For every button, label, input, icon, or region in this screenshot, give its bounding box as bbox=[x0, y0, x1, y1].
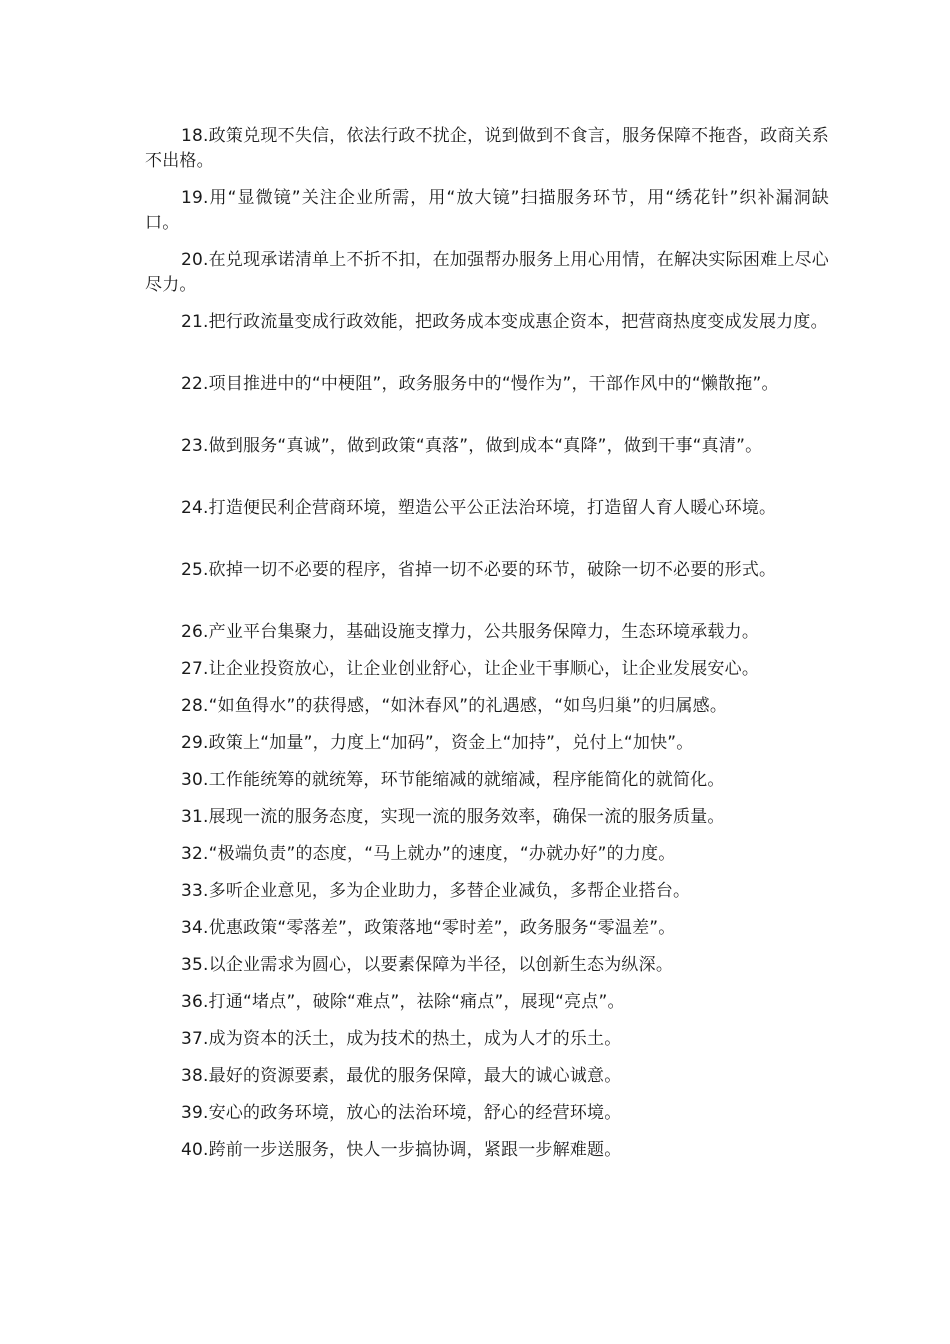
list-item: 32.“极端负责”的态度，“马上就办”的速度，“办就办好”的力度。 bbox=[181, 844, 676, 864]
list-item: 18.政策兑现不失信，依法行政不扰企，说到做到不食言，服务保障不拖沓，政商关系不出格。 bbox=[145, 126, 829, 171]
list-item: 22.项目推进中的“中梗阻”，政务服务中的“慢作为”，干部作风中的“懒散拖”。 bbox=[181, 374, 779, 394]
document-page bbox=[145, 124, 829, 1175]
list-item: 39.安心的政务环境，放心的法治环境，舒心的经营环境。 bbox=[181, 1103, 622, 1123]
list-item: 24.打造便民利企营商环境，塑造公平公正法治环境，打造留人育人暖心环境。 bbox=[181, 498, 777, 518]
list-item: 23.做到服务“真诚”，做到政策“真落”，做到成本“真降”，做到干事“真清”。 bbox=[181, 436, 763, 456]
list-item: 26.产业平台集聚力，基础设施支撑力，公共服务保障力，生态环境承载力。 bbox=[181, 622, 760, 642]
list-item: 37.成为资本的沃土，成为技术的热土，成为人才的乐土。 bbox=[181, 1029, 622, 1049]
list-item: 31.展现一流的服务态度，实现一流的服务效率，确保一流的服务质量。 bbox=[181, 807, 725, 827]
list-item: 28.“如鱼得水”的获得感，“如沐春风”的礼遇感，“如鸟归巢”的归属感。 bbox=[181, 696, 728, 716]
list-item: 36.打通“堵点”，破除“难点”，祛除“痛点”，展现“亮点”。 bbox=[181, 992, 625, 1012]
list-item: 30.工作能统筹的就统筹，环节能缩减的就缩减，程序能简化的就简化。 bbox=[181, 770, 725, 790]
list-item: 29.政策上“加量”，力度上“加码”，资金上“加持”，兑付上“加快”。 bbox=[181, 733, 694, 753]
list-item: 34.优惠政策“零落差”，政策落地“零时差”，政务服务“零温差”。 bbox=[181, 918, 676, 938]
list-item: 38.最好的资源要素，最优的服务保障，最大的诚心诚意。 bbox=[181, 1066, 622, 1086]
list-item: 21.把行政流量变成行政效能，把政务成本变成惠企资本，把营商热度变成发展力度。 bbox=[181, 312, 828, 332]
list-item: 20.在兑现承诺清单上不折不扣，在加强帮办服务上用心用情，在解决实际困难上尽心尽力。 bbox=[145, 250, 829, 295]
list-item: 40.跨前一步送服务，快人一步搞协调，紧跟一步解难题。 bbox=[181, 1140, 622, 1160]
list-item: 27.让企业投资放心，让企业创业舒心，让企业干事顺心，让企业发展安心。 bbox=[181, 659, 760, 679]
list-item: 19.用“显微镜”关注企业所需，用“放大镜”扫描服务环节，用“绣花针”织补漏洞缺口。 bbox=[145, 188, 829, 233]
list-item: 35.以企业需求为圆心，以要素保障为半径，以创新生态为纵深。 bbox=[181, 955, 674, 975]
list-item: 33.多听企业意见，多为企业助力，多替企业减负，多帮企业搭台。 bbox=[181, 881, 691, 901]
list-item: 25.砍掉一切不必要的程序，省掉一切不必要的环节，破除一切不必要的形式。 bbox=[181, 560, 777, 580]
